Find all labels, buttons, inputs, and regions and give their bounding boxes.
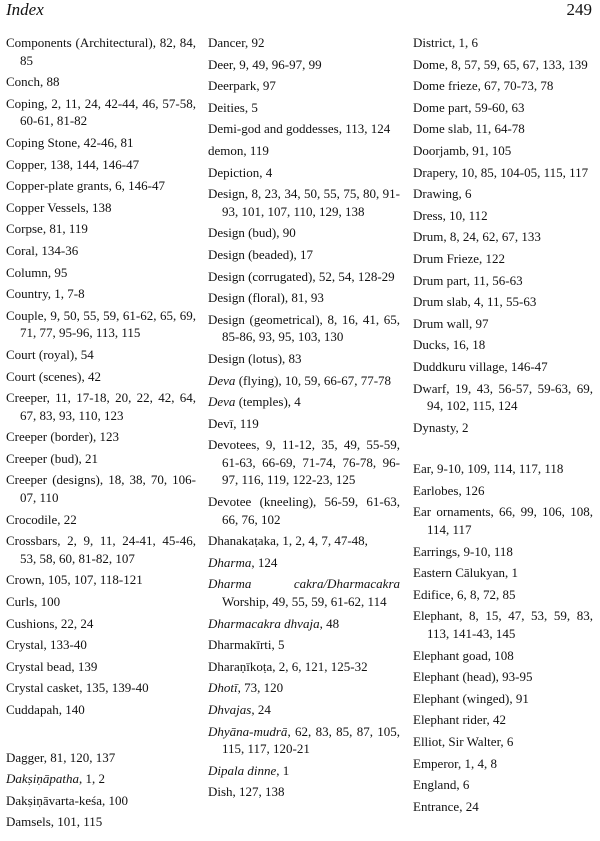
index-entry: Drapery, 10, 85, 104-05, 115, 117 [413,164,589,180]
index-entry: Components (Architectural), 82, 84, 85 [6,35,196,68]
index-entry: Creeper (bud), 21 [6,450,99,466]
index-entry: England, 6 [413,777,470,793]
index-entry: Elephant rider, 42 [413,712,506,728]
index-entry: Deities, 5 [208,99,258,115]
index-entry: Drum, 8, 24, 62, 67, 133 [413,229,541,245]
index-entry: Dress, 10, 112 [413,207,488,223]
index-entry: Deva (flying), 10, 59, 66-67, 77-78 [208,372,392,388]
index-entry: Design, 8, 23, 34, 50, 55, 75, 80, 91-93, 101, 107, 110, 129, 138 [208,186,400,219]
index-entry: Dagger, 81, 120, 137 [6,749,116,765]
index-entry: Devī, 119 [208,415,259,431]
index-entry: Corpse, 81, 119 [6,221,88,237]
index-entry: Earlobes, 126 [413,482,485,498]
index-column-1 [6,34,196,835]
index-entry: Dhyāna-mudrā, 62, 83, 85, 87, 105, 115, 117, 120-21 [208,723,400,757]
index-entry: Dhotī, 73, 120 [208,680,284,696]
index-entry: Demi-god and goddesses, 113, 124 [208,121,391,137]
index-entry: Elephant (head), 93-95 [413,669,533,685]
index-entry: Coping, 2, 11, 24, 42-44, 46, 57-58, 60-61, 81-82 [6,95,196,129]
index-entry: Design (lotus), 83 [208,350,302,366]
index-entry: Duddkuru village, 146-47 [413,358,548,374]
index-entry: Coping Stone, 42-46, 81 [6,134,134,150]
index-entry: Elephant (winged), 91 [413,690,529,706]
index-entry: Design (geometrical), 8, 16, 41, 65, 85-86, 93, 95, 103, 130 [208,311,400,345]
index-entry: Copper, 138, 144, 146-47 [6,156,140,172]
index-entry: demon, 119 [208,142,269,158]
index-entry: Dharmacakra dhvaja, 48 [208,615,340,631]
index-entry: Devotee (kneeling), 56-59, 61-63, 66, 76, 102 [208,494,400,527]
index-entry: Design (corrugated), 52, 54, 128-29 [208,268,395,284]
index-entry: Dome frieze, 67, 70-73, 78 [413,78,554,94]
index-entry: Dakṣiṇāvarta-keśa, 100 [6,792,129,808]
index-column-2 [208,34,400,805]
index-entry: Elliot, Sir Walter, 6 [413,734,514,749]
index-entry: Ear ornaments, 66, 99, 106, 108, 114, 117 [413,504,593,538]
index-entry: Cuddapah, 140 [6,702,85,717]
index-entry: Deva (temples), 4 [208,394,301,410]
index-entry: Damsels, 101, 115 [6,814,103,830]
index-entry: Edifice, 6, 8, 72, 85 [413,586,516,602]
index-entry: Coral, 134-36 [6,242,79,258]
index-entry: Doorjamb, 91, 105 [413,142,512,158]
index-entry: Design (floral), 81, 93 [208,290,324,306]
index-entry: Dynasty, 2 [413,419,469,435]
index-entry: Dome, 8, 57, 59, 65, 67, 133, 139 [413,56,588,72]
index-entry: Dome part, 59-60, 63 [413,99,525,115]
index-entry: Dharaṇīkoṭa, 2, 6, 121, 125-32 [208,658,368,674]
index-entry: Creeper (designs), 18, 38, 70, 106-07, 110 [6,472,196,506]
index-entry: District, 1, 6 [413,35,478,50]
running-head-title: Index [6,0,44,19]
index-entry: Column, 95 [6,264,68,280]
index-entry: Creeper (border), 123 [6,429,119,445]
index-entry: Dharma cakra/Dharmacakra Worship, 49, 55, 59, 61-62, 114 [208,576,400,610]
index-entry: Creeper, 11, 17-18, 20, 22, 42, 64, 67, 83, 93, 110, 123 [6,390,196,423]
index-entry: Drum wall, 97 [413,315,489,331]
index-entry: Earrings, 9-10, 118 [413,543,513,559]
index-column-3 [413,34,593,819]
index-entry: Elephant, 8, 15, 47, 53, 59, 83, 113, 141-43, 145 [413,608,593,642]
index-entry: Entrance, 24 [413,798,479,814]
index-entry: Drum slab, 4, 11, 55-63 [413,294,537,310]
index-entry: Dhanakaṭaka, 1, 2, 4, 7, 47-48, [208,533,368,549]
index-entry: Drum part, 11, 56-63 [413,272,523,288]
index-entry: Copper-plate grants, 6, 146-47 [6,178,165,194]
index-entry: Design (beaded), 17 [208,246,314,262]
index-entry: Dipala dinne, 1 [208,762,290,778]
index-entry: Court (royal), 54 [6,346,94,362]
index-entry: Eastern Cālukyan, 1 [413,565,519,581]
index-entry: Dakṣiṇāpatha, 1, 2 [6,771,105,787]
index-entry: Depiction, 4 [208,164,273,180]
index-entry: Dhvajas, 24 [208,702,271,717]
index-entry: Devotees, 9, 11-12, 35, 49, 55-59, 61-63, 66-69, 71-74, 76-78, 96-97, 116, 119, 122-23, 125 [208,437,400,488]
index-entry: Crossbars, 2, 9, 11, 24-41, 45-46, 53, 58, 60, 81-82, 107 [6,533,196,566]
index-entry: Court (scenes), 42 [6,368,101,384]
index-entry: Dancer, 92 [208,35,265,50]
index-entry: Ear, 9-10, 109, 114, 117, 118 [413,461,564,477]
index-entry: Drawing, 6 [413,186,472,202]
index-entry: Crocodile, 22 [6,511,77,527]
index-entry: Dwarf, 19, 43, 56-57, 59-63, 69, 94, 102, 115, 124 [413,380,593,414]
index-entry: Emperor, 1, 4, 8 [413,755,497,771]
index-entry: Dharmakīrti, 5 [208,637,285,653]
index-entry: Crystal, 133-40 [6,637,87,653]
index-entry: Elephant goad, 108 [413,647,514,663]
index-entry: Dome slab, 11, 64-78 [413,121,525,137]
index-entry: Crystal casket, 135, 139-40 [6,680,149,696]
index-entry: Cushions, 22, 24 [6,615,94,631]
index-entry: Country, 1, 7-8 [6,286,85,302]
index-entry: Curls, 100 [6,594,61,610]
index-entry: Deerpark, 97 [208,78,276,94]
index-entry: Crystal bead, 139 [6,658,98,674]
index-entry: Couple, 9, 50, 55, 59, 61-62, 65, 69, 71, 77, 95-96, 113, 115 [6,307,196,341]
index-entry: Deer, 9, 49, 96-97, 99 [208,56,322,72]
index-entry: Dish, 127, 138 [208,784,285,800]
index-entry: Copper Vessels, 138 [6,199,112,215]
index-entry: Drum Frieze, 122 [413,250,506,266]
index-entry: Crown, 105, 107, 118-121 [6,572,143,588]
index-entry: Ducks, 16, 18 [413,337,486,353]
index-entry: Conch, 88 [6,74,60,90]
index-entry: Design (bud), 90 [208,225,296,241]
page-header [6,0,592,20]
page-number: 249 [566,0,592,19]
index-entry: Dharma, 124 [208,554,278,570]
